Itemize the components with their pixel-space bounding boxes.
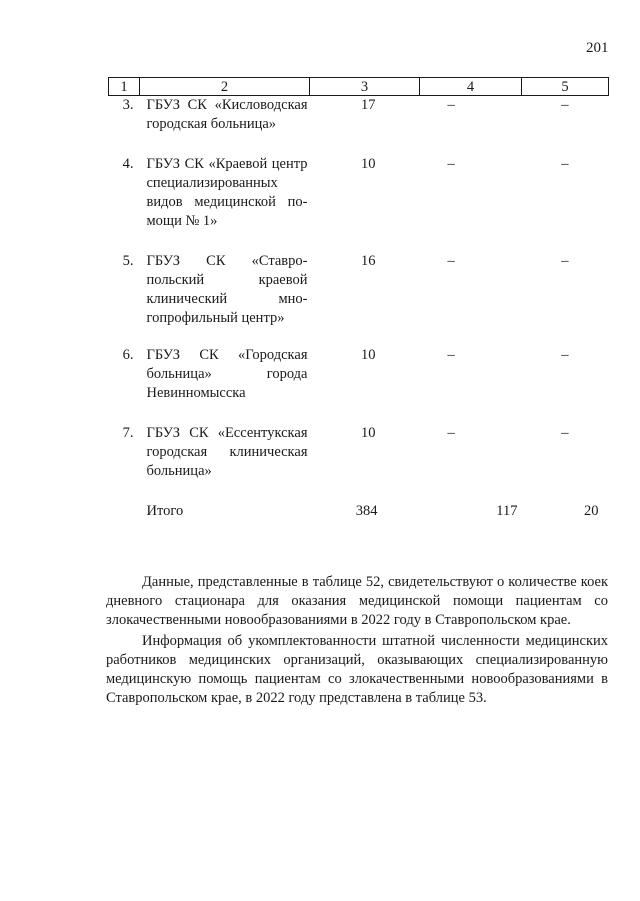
- total-number-cell: [109, 502, 140, 521]
- paragraph: Информация об укомплектованности штатной численности медицинских работников медицинских организаций, оказывающих специализированную медицинскую помощь пациентам со злокачественными новообразованиями в Ставропольском крае, в 2022 году представлена в таблице 53.: [106, 633, 608, 706]
- beds-count: 10: [361, 347, 376, 363]
- column-4-value: –: [447, 253, 455, 269]
- beds-count: 10: [361, 156, 376, 172]
- row-spacer: [109, 231, 609, 252]
- row-number: 7.: [122, 425, 134, 441]
- column-4-value: –: [447, 425, 455, 441]
- table-row: [109, 96, 609, 135]
- column-number-2: 2: [140, 78, 310, 96]
- column-5-value: –: [561, 253, 569, 269]
- column-number-5: 5: [522, 78, 609, 96]
- row-number: 4.: [122, 156, 134, 172]
- organization-name: ГБУЗ СК «Краевой центр специализированных видов медицинской помощи № 1»: [146, 156, 308, 229]
- total-column-5-value: 20: [584, 503, 599, 519]
- page-number: 201: [586, 40, 609, 56]
- column-5-value: –: [561, 156, 569, 172]
- beds-count: 17: [361, 97, 376, 113]
- organization-name: ГБУЗ СК «Кисловодская городская больница»: [146, 97, 308, 132]
- organization-name: ГБУЗ СК «Городская больница» города Невинномысска: [146, 347, 308, 401]
- row-spacer: [109, 481, 609, 502]
- beds-count: 16: [361, 253, 376, 269]
- organization-name: ГБУЗ СК «Ставропольский краевой клинический многопрофильный центр»: [146, 253, 308, 326]
- total-column-4-value: 117: [496, 503, 518, 519]
- total-row: [109, 502, 609, 521]
- column-number-1: 1: [109, 78, 140, 96]
- table-row: [109, 252, 609, 328]
- column-number-4: 4: [420, 78, 522, 96]
- row-spacer: [109, 403, 609, 424]
- column-number-3: 3: [310, 78, 420, 96]
- column-5-value: –: [561, 425, 569, 441]
- paragraph: Данные, представленные в таблице 52, свидетельствуют о количестве коек дневного стационара для оказания медицинской помощи пациентам со злокачественными новообразованиями в 2022 году в Ставропольском крае.: [106, 574, 608, 628]
- column-4-value: –: [447, 97, 455, 113]
- row-spacer: [109, 328, 609, 346]
- beds-count: 10: [361, 425, 376, 441]
- column-4-value: –: [447, 347, 455, 363]
- column-5-value: –: [561, 347, 569, 363]
- column-5-value: –: [561, 97, 569, 113]
- beds-table: [108, 77, 609, 521]
- row-spacer: [109, 134, 609, 155]
- total-beds-count: 384: [355, 503, 378, 519]
- table-header-row: [109, 78, 609, 96]
- total-label: Итого: [146, 503, 184, 519]
- organization-name: ГБУЗ СК «Ессентукская городская клиническая больница»: [146, 425, 308, 479]
- column-4-value: –: [447, 156, 455, 172]
- table-row: [109, 424, 609, 481]
- body-text: [106, 573, 608, 710]
- table-row: [109, 346, 609, 403]
- row-number: 6.: [122, 347, 134, 363]
- row-number: 3.: [122, 97, 134, 113]
- row-number: 5.: [122, 253, 134, 269]
- table-row: [109, 155, 609, 231]
